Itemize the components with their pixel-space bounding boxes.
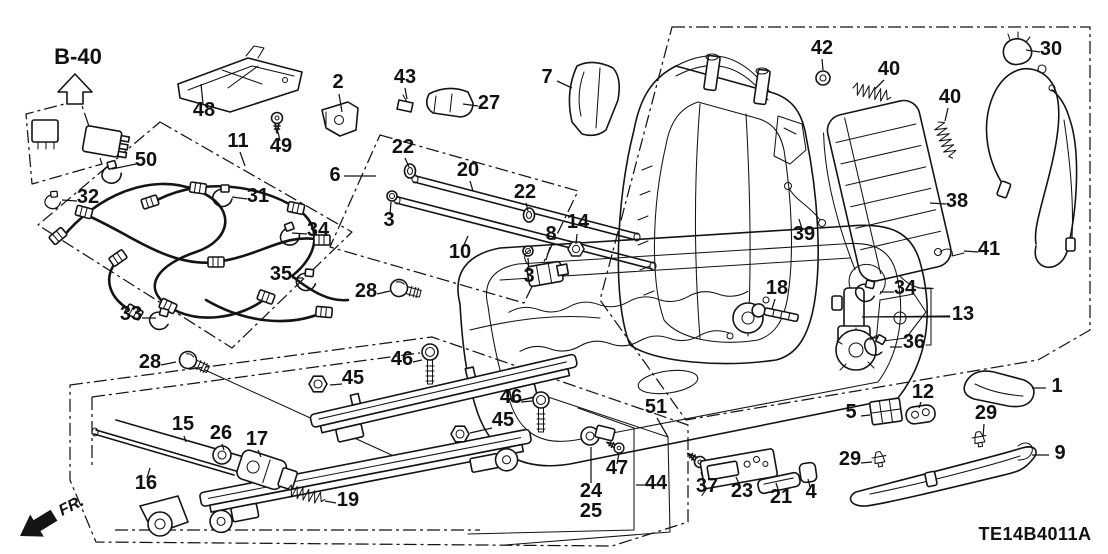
callout-29: 29	[838, 448, 862, 470]
callout-leader-28	[377, 291, 390, 294]
callout-26: 26	[209, 422, 233, 444]
callout-24: 24	[579, 480, 603, 502]
callout-43: 43	[393, 66, 417, 88]
fr-arrow-icon	[20, 510, 57, 537]
callout-49: 49	[269, 135, 293, 157]
fr-reference	[20, 493, 87, 537]
callout-11: 11	[227, 130, 249, 152]
grommet-42	[816, 71, 830, 85]
callout-28: 28	[354, 280, 378, 302]
callout-46: 46	[390, 348, 414, 370]
cover-27	[427, 88, 473, 117]
callout-9: 9	[1054, 442, 1066, 464]
callout-17: 17	[245, 428, 269, 450]
relays	[32, 120, 130, 159]
clamp-50	[99, 160, 123, 186]
callout-34: 34	[893, 277, 917, 299]
callout-35: 35	[269, 263, 293, 285]
callout-4: 4	[805, 481, 817, 503]
callout-5: 5	[845, 401, 857, 423]
group-boxes	[26, 27, 1090, 546]
b40-reference	[54, 44, 102, 104]
screw-49	[272, 113, 283, 134]
callout-18: 18	[765, 277, 789, 299]
callout-leader-7	[557, 81, 572, 88]
cover-7	[569, 62, 619, 135]
callout-leader-18	[772, 299, 775, 309]
callout-27: 27	[477, 92, 501, 114]
callout-leader-40	[875, 80, 884, 89]
bolt-46-left	[422, 344, 438, 384]
callout-39: 39	[792, 223, 816, 245]
nut-45-left	[309, 376, 327, 392]
callout-47: 47	[605, 457, 629, 479]
clamp-33	[148, 306, 172, 332]
callout-7: 7	[541, 66, 553, 88]
callout-leader-42	[822, 59, 823, 70]
callout-leader-45	[470, 428, 492, 433]
nut-45-right	[451, 426, 469, 442]
nut-14	[568, 242, 584, 256]
callout-leader-41	[964, 251, 978, 252]
callout-leader-8	[546, 247, 550, 260]
clip-41	[935, 249, 965, 257]
callout-leader-38	[930, 203, 946, 204]
b40-arrow-icon	[58, 74, 92, 104]
callout-21: 21	[769, 486, 793, 508]
rod-group	[387, 164, 656, 270]
callout-38: 38	[945, 190, 969, 212]
callout-32: 32	[76, 186, 100, 208]
callout-34: 34	[306, 219, 330, 241]
callout-8: 8	[545, 223, 557, 245]
clip-43	[397, 95, 413, 112]
callout-leader-30	[1026, 50, 1040, 52]
b40-label: B-40	[54, 44, 102, 69]
clamp-31	[213, 185, 232, 206]
callout-leader-34	[292, 233, 307, 234]
callout-12: 12	[911, 381, 935, 403]
callout-leader-29	[861, 462, 872, 463]
callout-40: 40	[877, 58, 901, 80]
callout-22: 22	[391, 136, 415, 158]
callout-2: 2	[332, 71, 344, 93]
sensor-24-25	[581, 425, 615, 445]
callout-6: 6	[329, 164, 341, 186]
cable-clamp-30	[1003, 32, 1031, 65]
callout-leader-32	[62, 200, 77, 201]
callout-31: 31	[246, 185, 270, 207]
callout-36: 36	[902, 331, 926, 353]
callout-leader-46	[413, 360, 422, 362]
callout-45: 45	[491, 409, 515, 431]
callout-leader-43	[405, 88, 407, 99]
harness-group-box	[38, 122, 352, 348]
callout-51: 51	[644, 396, 668, 418]
callout-13: 13	[951, 303, 975, 325]
callout-40: 40	[938, 86, 962, 108]
callout-19: 19	[336, 489, 360, 511]
callout-25: 25	[579, 500, 603, 522]
callout-leader-46	[521, 401, 532, 402]
clip-29-lower	[871, 451, 887, 468]
bracket-2	[322, 102, 358, 136]
callout-leader-31	[232, 197, 247, 199]
group-51-box	[505, 396, 670, 545]
callout-3: 3	[523, 265, 535, 287]
callout-29: 29	[974, 402, 998, 424]
callout-33: 33	[119, 303, 143, 325]
callout-leader-40	[945, 108, 948, 121]
connector-5	[869, 398, 902, 425]
bolt-46-right	[533, 392, 549, 432]
callout-leader-45	[330, 384, 342, 385]
recliner-plate	[774, 116, 806, 164]
bolt-28-left	[177, 349, 212, 377]
diagram-code: TE14B4011A	[978, 524, 1092, 544]
callout-46: 46	[499, 386, 523, 408]
callout-leader-5	[861, 415, 870, 416]
callout-1: 1	[1051, 375, 1063, 397]
callout-16: 16	[134, 472, 158, 494]
callout-22: 22	[513, 181, 537, 203]
callout-50: 50	[134, 149, 158, 171]
clamp-32	[44, 191, 61, 209]
callout-10: 10	[448, 241, 472, 263]
callout-leader-11	[240, 152, 245, 166]
callout-28: 28	[138, 351, 162, 373]
callout-15: 15	[171, 413, 195, 435]
clip-29-upper	[971, 431, 987, 448]
callout-30: 30	[1039, 38, 1063, 60]
callout-20: 20	[456, 159, 480, 181]
callout-14: 14	[566, 211, 590, 233]
cap-12	[905, 404, 936, 425]
bolt-28-right	[389, 278, 423, 302]
callout-48: 48	[192, 99, 216, 121]
trim-9	[851, 443, 1037, 506]
callout-45: 45	[341, 367, 365, 389]
callout-41: 41	[977, 238, 1001, 260]
side-hatch	[638, 166, 654, 295]
callout-3: 3	[383, 209, 395, 231]
callout-42: 42	[810, 37, 834, 59]
callout-leader-19	[325, 501, 336, 503]
fr-label: FR.	[56, 492, 87, 520]
callout-37: 37	[695, 475, 719, 497]
callout-44: 44	[644, 472, 668, 494]
callout-leader-28	[161, 362, 176, 365]
callout-leader-29	[983, 424, 984, 437]
lumbar-cables	[987, 65, 1077, 267]
callout-23: 23	[730, 480, 754, 502]
